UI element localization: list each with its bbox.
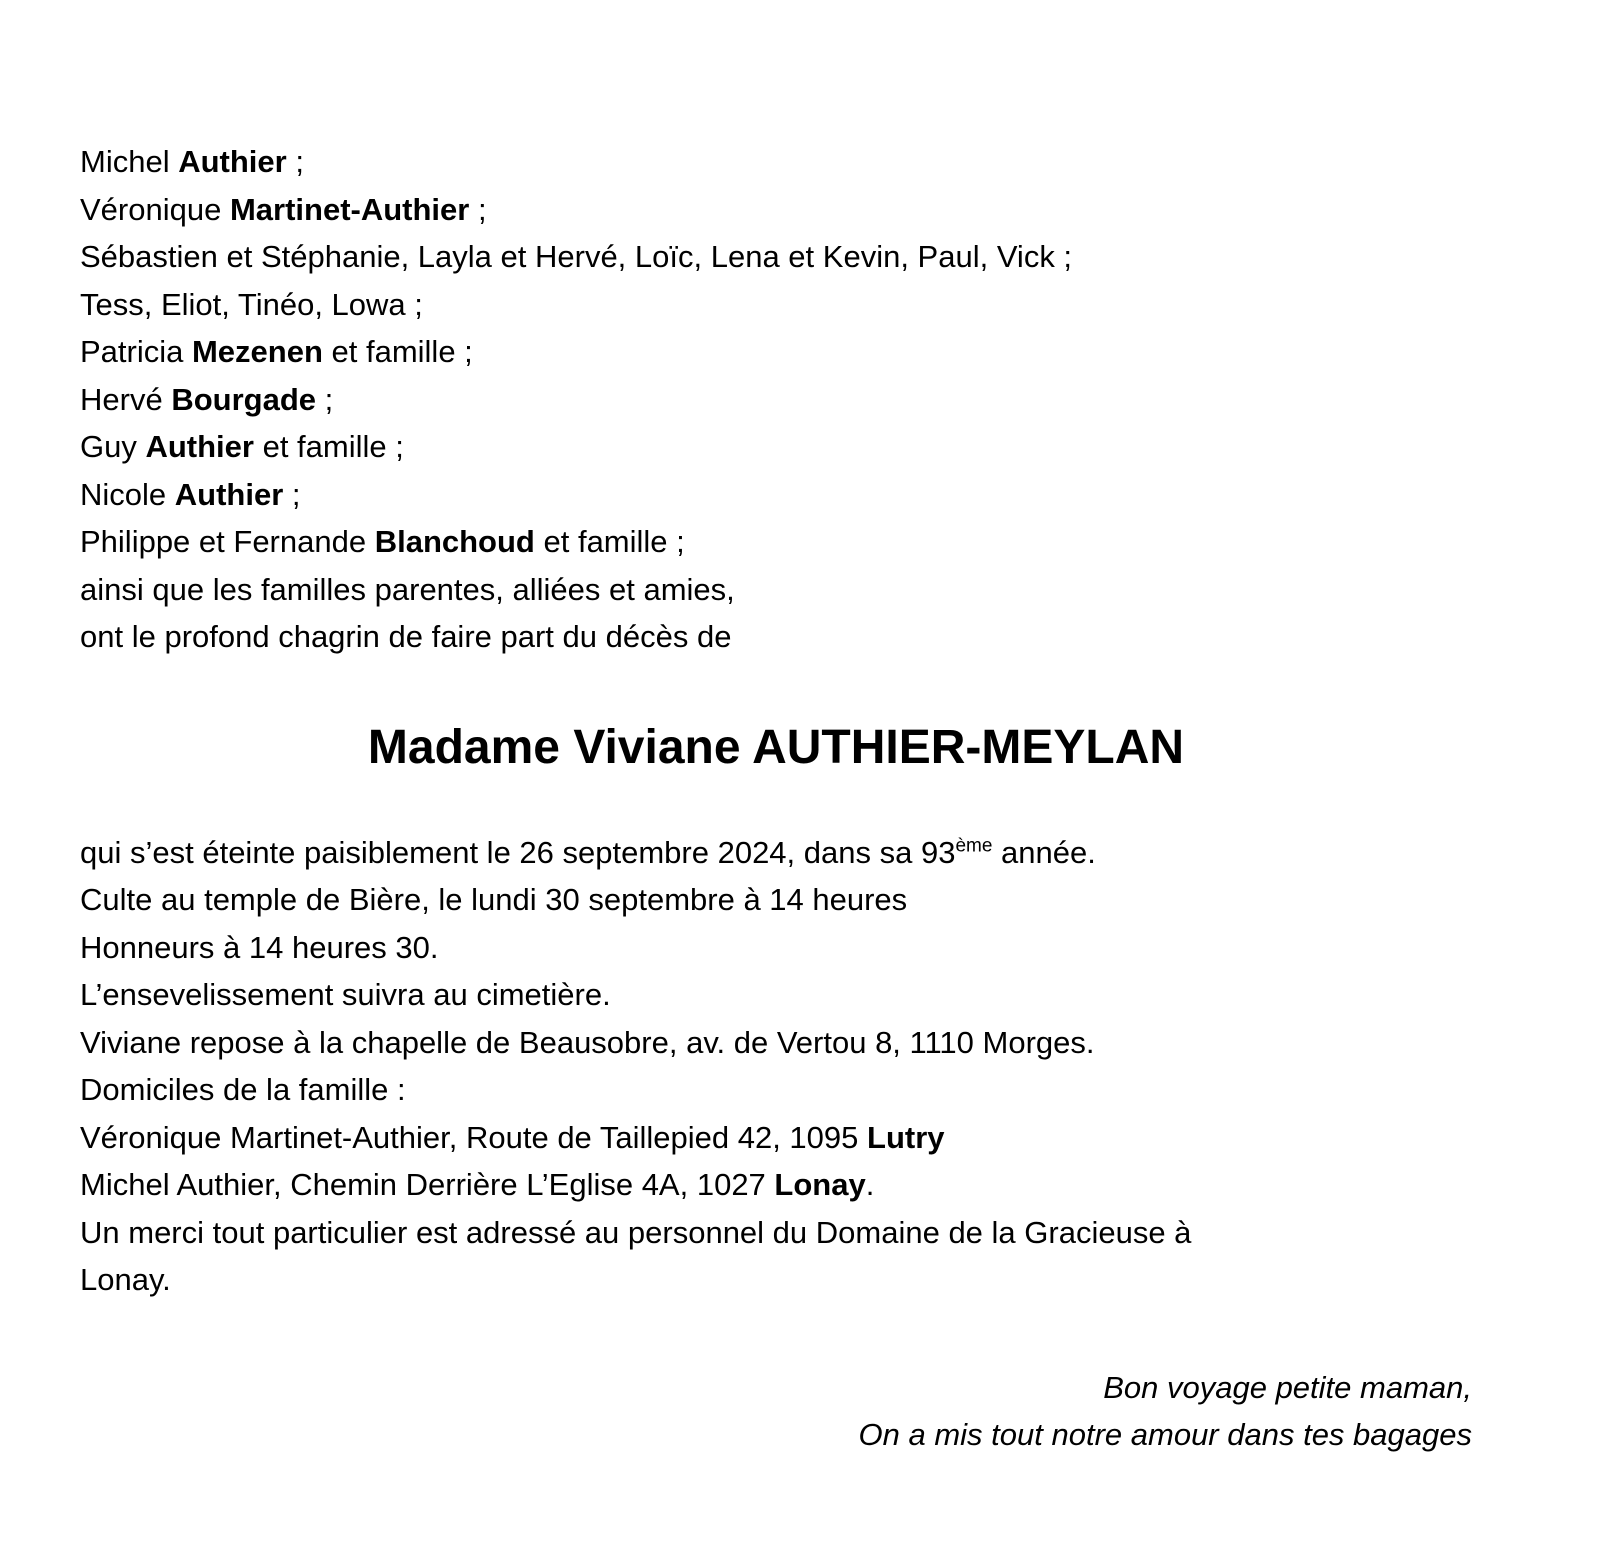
- text-segment: Viviane repose à la chapelle de Beausobre, av. de Vertou 8, 1110 Morges.: [80, 1024, 1095, 1060]
- family-line: [80, 138, 1472, 186]
- text-segment: Michel: [80, 144, 179, 179]
- text-segment: Véronique: [80, 191, 230, 227]
- detail-line: [80, 971, 1472, 1019]
- text-segment: ont le profond chagrin de faire part du décès de: [80, 619, 732, 654]
- family-line: [80, 233, 1472, 281]
- family-line: [80, 566, 1472, 614]
- text-segment: Un merci tout particulier est adressé au personnel du Domaine de la Gracieuse à: [80, 1214, 1192, 1250]
- detail-line: [80, 1114, 1472, 1162]
- text-segment: Guy: [80, 429, 146, 464]
- text-segment: ;: [316, 381, 334, 417]
- text-segment: Sébastien et Stéphanie, Layla et Hervé, Loïc, Lena et Kevin, Paul, Vick ;: [80, 239, 1073, 274]
- text-segment: Patricia: [80, 334, 192, 369]
- detail-line: [80, 1256, 1472, 1304]
- funeral-details-block: [80, 829, 1472, 1304]
- text-segment: Lutry: [867, 1119, 945, 1155]
- text-segment: Culte au temple de Bière, le lundi 30 septembre à 14 heures: [80, 882, 908, 917]
- epitaph-block: [80, 1364, 1472, 1459]
- text-segment: .: [865, 1167, 875, 1202]
- text-segment: année.: [992, 834, 1096, 870]
- text-segment: Lonay.: [80, 1262, 171, 1297]
- text-segment: ;: [469, 191, 487, 227]
- text-segment: Domiciles de la famille :: [80, 1072, 406, 1107]
- text-segment: qui s’est éteinte paisiblement le 26 septembre 2024, dans sa 93: [80, 834, 956, 870]
- text-segment: Blanchoud: [374, 524, 535, 559]
- text-segment: ;: [286, 144, 304, 179]
- text-segment: Lonay: [774, 1167, 866, 1202]
- text-segment: Authier: [145, 429, 254, 464]
- detail-line: [80, 829, 1472, 877]
- text-segment: Martinet-Authier: [229, 191, 470, 227]
- text-segment: Mezenen: [191, 334, 323, 369]
- text-segment: Philippe et Fernande: [80, 524, 375, 559]
- family-line: [80, 376, 1472, 424]
- text-segment: Honneurs à 14 heures 30.: [80, 929, 439, 965]
- text-segment: Michel Authier, Chemin Derrière L’Eglise 4A, 1027: [80, 1167, 775, 1202]
- text-segment: Hervé: [80, 381, 172, 417]
- detail-line: [80, 1209, 1472, 1257]
- text-segment: Véronique Martinet-Authier, Route de Taillepied 42, 1095: [80, 1119, 868, 1155]
- epitaph-line: Bon voyage petite maman,: [1103, 1369, 1472, 1405]
- text-segment: Authier: [174, 476, 284, 512]
- deceased-name-title: Madame Viviane AUTHIER-MEYLAN: [367, 720, 1185, 774]
- family-line: [80, 613, 1472, 661]
- epitaph-line: On a mis tout notre amour dans tes bagages: [858, 1417, 1472, 1452]
- family-names-block: [80, 138, 1472, 661]
- detail-line: [80, 1066, 1472, 1114]
- text-segment: et famille ;: [534, 524, 685, 559]
- text-segment: et famille ;: [253, 429, 404, 464]
- text-segment: Bourgade: [171, 381, 316, 417]
- text-segment: Authier: [178, 144, 287, 179]
- family-line: [80, 186, 1472, 234]
- detail-line: [80, 876, 1472, 924]
- family-line: [80, 423, 1472, 471]
- detail-line: [80, 1019, 1472, 1067]
- family-line: [80, 518, 1472, 566]
- text-segment: L’ensevelissement suivra au cimetière.: [80, 977, 611, 1012]
- text-segment: ème: [955, 835, 993, 857]
- text-segment: ainsi que les familles parentes, alliées et amies,: [80, 571, 735, 607]
- text-segment: et famille ;: [322, 334, 473, 369]
- family-line: [80, 471, 1472, 519]
- family-line: [80, 281, 1472, 329]
- text-segment: Nicole: [80, 476, 175, 512]
- detail-line: [80, 924, 1472, 972]
- text-segment: ;: [283, 476, 301, 512]
- text-segment: Tess, Eliot, Tinéo, Lowa ;: [80, 286, 423, 322]
- family-line: [80, 328, 1472, 376]
- detail-line: [80, 1161, 1472, 1209]
